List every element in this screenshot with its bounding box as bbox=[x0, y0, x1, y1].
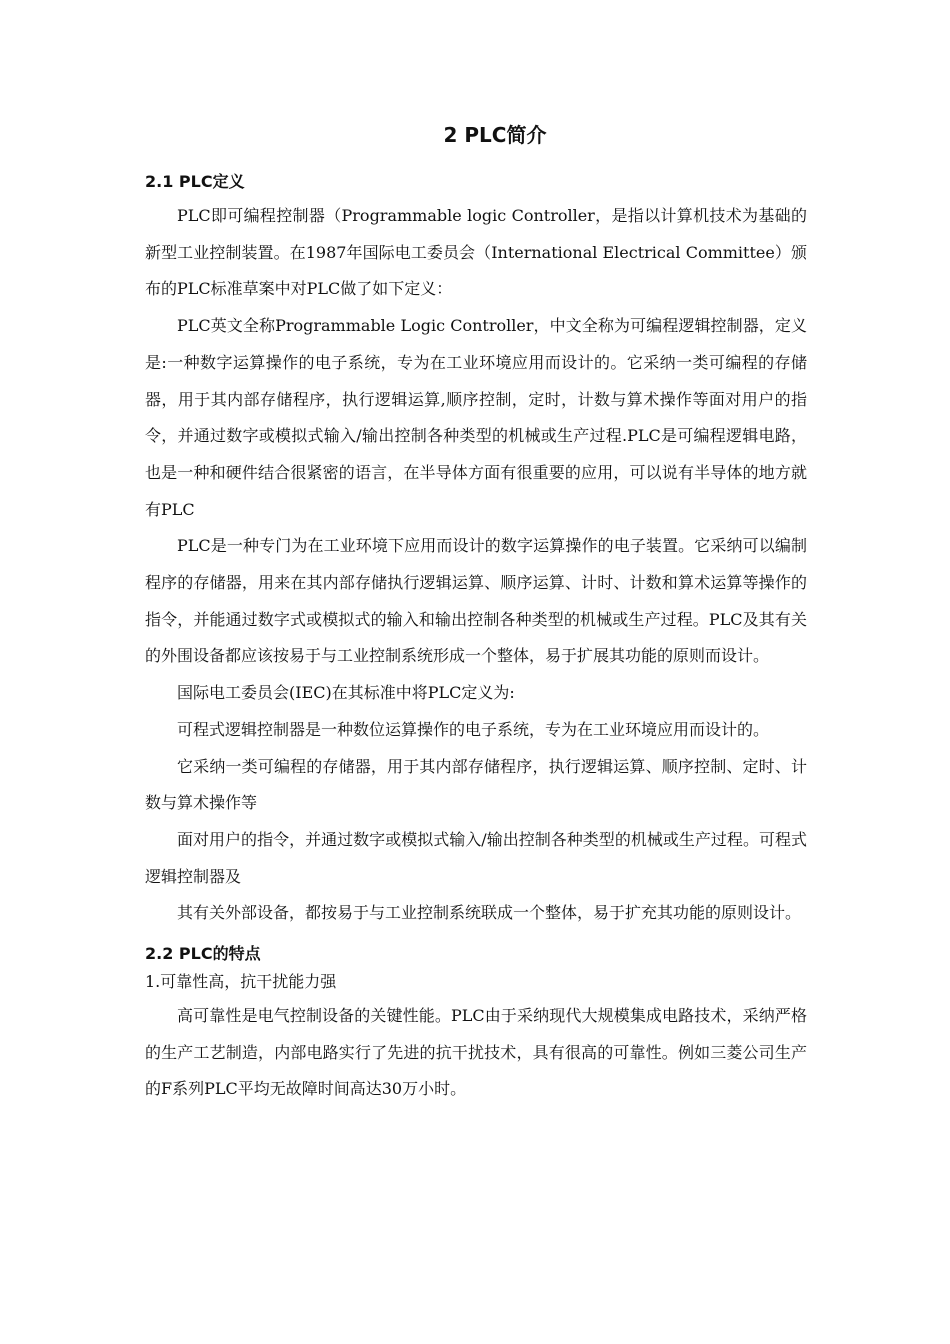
paragraph: 它采纳一类可编程的存储器，用于其内部存储程序，执行逻辑运算、顺序控制、定时、计数与算术操作等 bbox=[145, 756, 807, 813]
document-body bbox=[145, 170, 807, 1108]
subheading-reliability: 1.可靠性高，抗干扰能力强 bbox=[145, 972, 337, 992]
paragraph: 国际电工委员会(IEC)在其标准中将PLC定义为: bbox=[177, 683, 515, 703]
paragraph: 面对用户的指令，并通过数字或模拟式输入/输出控制各种类型的机械或生产过程。可程式逻辑控制器及 bbox=[145, 829, 807, 886]
section-heading-plc-definition: 2.1 PLC定义 bbox=[145, 172, 245, 191]
paragraph: 其有关外部设备，都按易于与工业控制系统联成一个整体，易于扩充其功能的原则设计。 bbox=[177, 903, 802, 923]
paragraph: PLC即可编程控制器（Programmable logic Controller，是指以计算机技术为基础的新型工业控制装置。在1987年国际电工委员会（International Electrical Committee）颁布的PLC标准草案中对PLC做了如下定义： bbox=[145, 206, 807, 299]
document-title: 2 PLC简介 bbox=[443, 123, 547, 147]
paragraph: PLC英文全称Programmable Logic Controller，中文全称为可编程逻辑控制器，定义是:一种数字运算操作的电子系统，专为在工业环境应用而设计的。它采纳一类可编程的存储器，用于其内部存储程序，执行逻辑运算,顺序控制，定时，计数与算术操作等面对用户的指令，并通过数字或模拟式输入/输出控制各种类型的机械或生产过程.PLC是可编程逻辑电路，也是一种和硬件结合很紧密的语言，在半导体方面有很重要的应用，可以说有半导体的地方就有PLC bbox=[145, 316, 807, 519]
paragraph: 高可靠性是电气控制设备的关键性能。PLC由于采纳现代大规模集成电路技术，采纳严格的生产工艺制造，内部电路实行了先进的抗干扰技术，具有很高的可靠性。例如三菱公司生产的F系列PLC平均无故障时间高达30万小时。 bbox=[145, 1006, 807, 1099]
section-heading-plc-features: 2.2 PLC的特点 bbox=[145, 944, 261, 964]
paragraph: 可程式逻辑控制器是一种数位运算操作的电子系统，专为在工业环境应用而设计的。 bbox=[177, 719, 770, 739]
paragraph: PLC是一种专门为在工业环境下应用而设计的数字运算操作的电子装置。它采纳可以编制程序的存储器，用来在其内部存储执行逻辑运算、顺序运算、计时、计数和算术运算等操作的指令，并能通过数字式或模拟式的输入和输出控制各种类型的机械或生产过程。PLC及其有关的外围设备都应该按易于与工业控制系统形成一个整体，易于扩展其功能的原则而设计。 bbox=[145, 536, 807, 666]
